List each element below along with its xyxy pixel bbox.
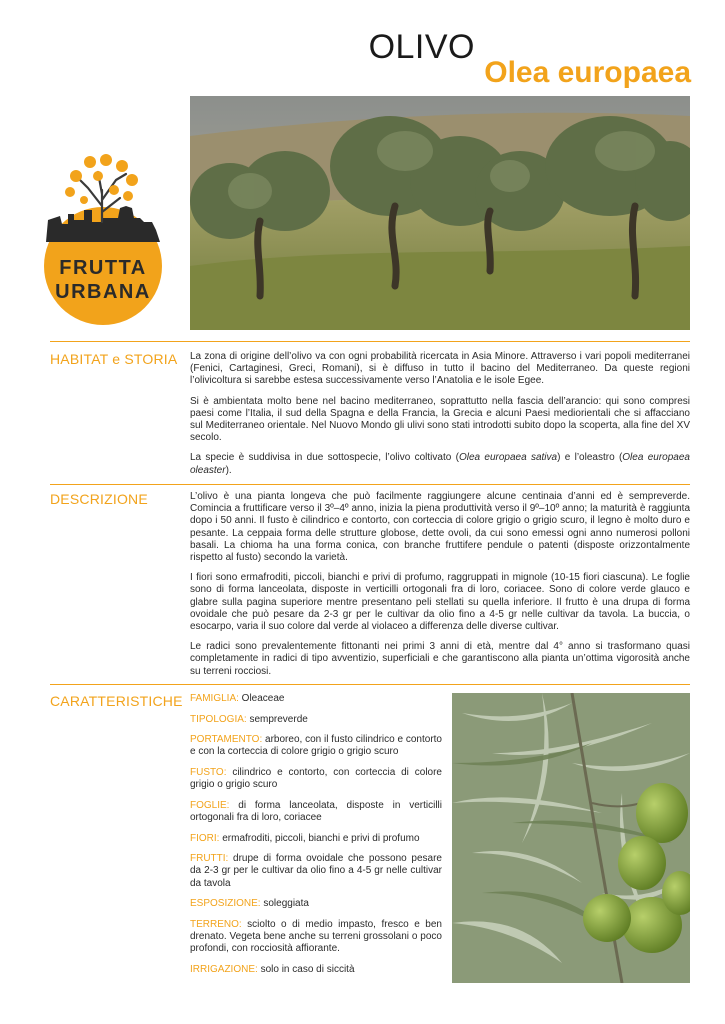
subspecies-oleaster: Olea europaea oleaster [190, 452, 690, 476]
descrizione-rule [50, 484, 690, 485]
list-item [190, 919, 442, 956]
descrizione-paragraph-2: I fiori sono ermafroditi, piccoli, bianchi e privi di profumo, raggruppati in mignole (10-15 fiori ciascuna). Le foglie sono di forma lanceolata, disposte in verticilli ortogonali fra di loro, coriacee. Sono di colore verde glauco e glabre sulla pagina superiore mentre presentano peli stellati su quella inferiore. Il frutto è una drupa di forma ovoidale che può pesare da 2-3 gr per le cultivar da olio fino a 4-5 gr nelle cultivar da tavola. La buccia, o esocarpo, varia il suo colore dal verde al violaceo a differenza delle diverse cultivar. [190, 572, 690, 633]
descrizione-paragraph-1: L’olivo è una pianta longeva che può facilmente raggiungere alcune centinaia d’anni ed è sempreverde. Comincia a fruttificare verso il 3º–4º anno, inizia la piena produttività verso il 9º–10º anno; la maturità è raggiunta dopo i 50 anni. Il fusto è cilindrico e contorto, con corteccia di colore grigio o grigio scuro, il legno è molto duro e pesante. La ceppaia forma delle strutture globose, dette ovoli, da cui sono emessi ogni anno numerosi polloni basali. La chioma ha una forma conica, con branche fruttifere pendule o patenti (disposte orizzontalmente rispetto al fusto) secondo la varietà. [190, 491, 690, 564]
habitat-text [190, 351, 690, 485]
habitat-heading: HABITAT e STORIA [50, 351, 178, 367]
olive-grove-photo [190, 96, 690, 330]
item-value: solo in caso di siccità [257, 963, 355, 975]
item-value: sciolto o di medio impasto, fresco e ben drenato. Vegeta bene anche su terreni grossolani o poco profondi, con rocciosità affiorante. [190, 918, 442, 955]
list-item [190, 898, 442, 910]
item-value: Oleaceae [238, 693, 285, 704]
item-label: FUSTO: [190, 766, 227, 778]
item-label: ESPOSIZIONE: [190, 898, 261, 910]
list-item [190, 734, 442, 758]
caratteristiche-rule [50, 684, 690, 685]
habitat-p3-part-a: La specie è suddivisa in due sottospecie, l’olivo coltivato ( [190, 452, 459, 464]
item-value: arboreo, con il fusto cilindrico e contorto e con la corteccia di colore grigio o grigio scuro [190, 734, 442, 758]
item-label: FAMIGLIA: [190, 693, 239, 704]
habitat-paragraph-1: La zona di origine dell’olivo va con ogni probabilità ricercata in Asia Minore. Attraverso i vari popoli mediterranei (Fenici, Cartaginesi, Greci, Romani), si è diffuso in tutto il bacino del Mediterraneo. Da queste regioni l’olivicoltura si sarebbe estesa successivamente verso l’Anatolia e le isole Egee. [190, 351, 690, 387]
list-item [190, 833, 442, 845]
habitat-paragraph-3 [190, 452, 690, 476]
item-value: sempreverde [246, 713, 308, 725]
item-label: PORTAMENTO: [190, 734, 263, 746]
logo-line-2: URBANA [55, 281, 151, 303]
item-label: TIPOLOGIA: [190, 713, 247, 725]
item-value: cilindrico e contorto, con corteccia di colore grigio o grigio scuro [190, 766, 442, 791]
descrizione-heading: DESCRIZIONE [50, 491, 148, 507]
subspecies-sativa: Olea europaea sativa [458, 452, 558, 464]
scientific-name: Olea europaea [484, 56, 691, 89]
list-item [190, 693, 442, 705]
habitat-rule [50, 341, 690, 342]
habitat-paragraph-2: Si è ambientata molto bene nel bacino mediterraneo, soprattutto nella fascia dell’arancio: qui sono compresi paesi come l’Italia, il sud della Spagna e della Francia, la Grecia e alcuni Paesi mediorientali che si affacciano sul Mediterraneo orientale. Nel Nuovo Mondo gli ulivi sono stati introdotti subito dopo la scoperta, alla fine del XV secolo. [190, 395, 690, 444]
item-value: ermafroditi, piccoli, bianchi e privi di profumo [219, 832, 420, 844]
item-label: FRUTTI: [190, 853, 229, 865]
item-label: IRRIGAZIONE: [190, 963, 258, 975]
item-value: soleggiata [260, 898, 309, 910]
page-title: OLIVO [368, 28, 475, 66]
item-label: FOGLIE: [190, 799, 230, 811]
item-value: drupe di forma ovoidale che possono pesare da 2-3 gr per le cultivar da olio fino a 4-5 gr nelle cultivar da tavola [190, 853, 442, 889]
item-label: TERRENO: [190, 918, 242, 930]
frutta-urbana-logo [40, 150, 166, 330]
title-block [369, 30, 691, 88]
list-item [190, 714, 442, 726]
list-item [190, 767, 442, 791]
habitat-p3-part-c: ) e l’oleastro ( [557, 452, 623, 464]
descrizione-text [190, 491, 690, 686]
list-item [190, 964, 442, 976]
list-item [190, 853, 442, 890]
list-item [190, 800, 442, 824]
descrizione-paragraph-3: Le radici sono prevalentemente fittonanti nei primi 3 anni di età, mentre dal 4° anno si trasformano quasi completamente in radici di tipo avventizio, superficiali e che garantiscono alla pianta un’ottima vigorosità anche su terreni rocciosi. [190, 641, 690, 677]
item-value: di forma lanceolata, disposte in verticilli ortogonali fra di loro, coriacee [190, 799, 442, 823]
habitat-p3-part-e: ). [225, 464, 232, 476]
olive-branch-photo [452, 693, 690, 983]
caratteristiche-heading: CARATTERISTICHE [50, 693, 183, 709]
logo-line-1: FRUTTA [59, 257, 147, 279]
item-label: FIORI: [190, 832, 220, 844]
caratteristiche-list [190, 693, 442, 984]
